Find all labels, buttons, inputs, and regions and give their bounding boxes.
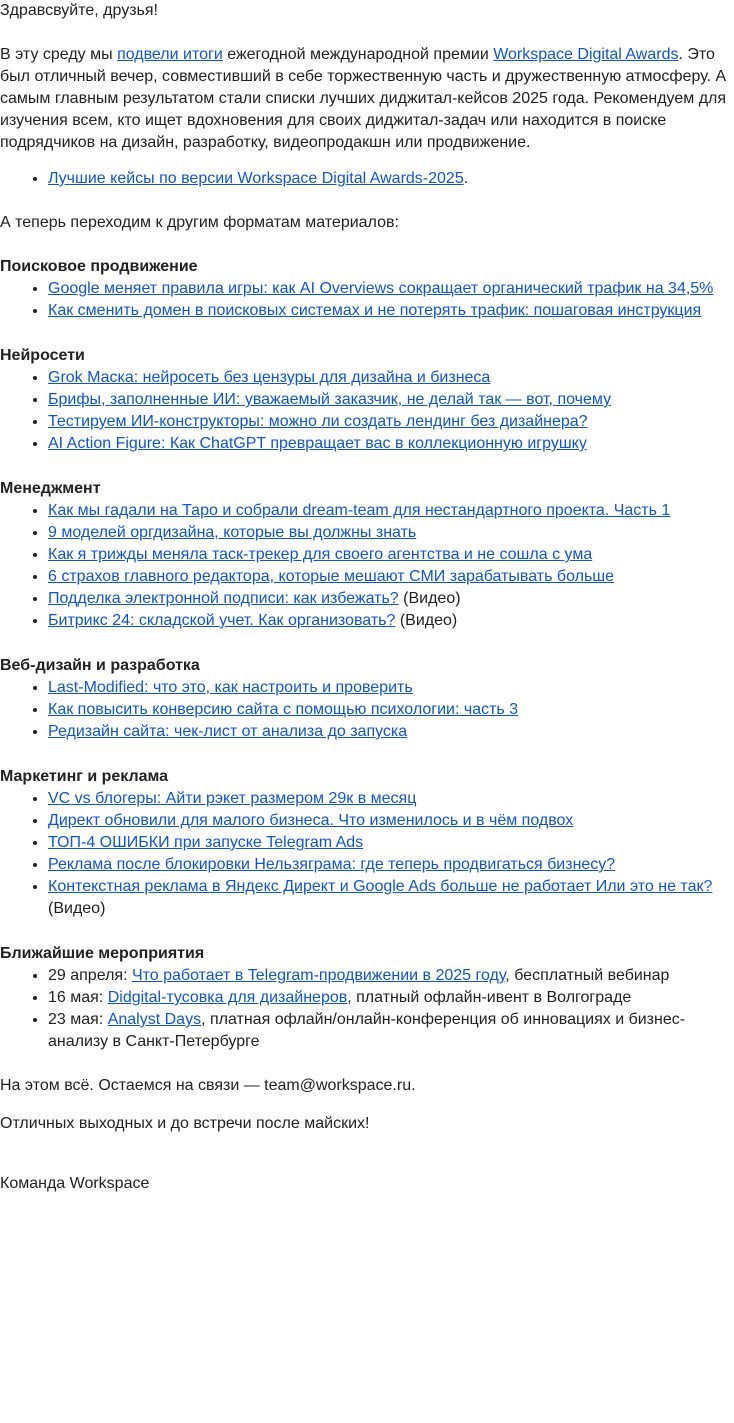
list-item	[48, 610, 734, 632]
article-section	[0, 655, 734, 743]
article-link[interactable]: Директ обновили для малого бизнеса. Что изменилось и в чём подвох	[48, 812, 574, 829]
event-description: , бесплатный вебинар	[505, 967, 670, 984]
section-title: Поисковое продвижение	[0, 258, 198, 275]
section-title: Веб-дизайн и разработка	[0, 657, 200, 674]
article-link[interactable]: Контекстная реклама в Яндекс Директ и Google Ads больше не работает Или это не так?	[48, 878, 713, 895]
article-link[interactable]: Редизайн сайта: чек-лист от анализа до запуска	[48, 723, 408, 740]
article-link[interactable]: Как мы гадали на Таро и собрали dream-team для нестандартного проекта. Часть 1	[48, 502, 671, 519]
best-cases-list	[0, 168, 734, 190]
article-link[interactable]: VC vs блогеры: Айти рэкет размером 29к в месяц	[48, 790, 417, 807]
list-item-suffix: (Видео)	[398, 590, 461, 607]
article-section	[0, 478, 734, 632]
event-link[interactable]: Analyst Days	[107, 1011, 202, 1028]
list-item	[48, 544, 734, 566]
article-list	[0, 367, 734, 455]
section-title: Нейросети	[0, 347, 85, 364]
event-item	[48, 965, 734, 987]
event-link[interactable]: Что работает в Telegram-продвижении в 2025 году	[131, 967, 506, 984]
section-title: Менеджмент	[0, 480, 101, 497]
article-link[interactable]: Как сменить домен в поисковых системах и не потерять трафик: пошаговая инструкция	[48, 302, 702, 319]
closing-text: На этом всё. Остаемся на связи — team@workspace.ru.	[0, 1077, 416, 1094]
event-description: , платная офлайн/онлайн-конференция об инновациях и бизнес-анализу в Санкт-Петербурге	[48, 1011, 686, 1050]
article-link[interactable]: Как я трижды меняла таск-трекер для своего агентства и не сошла с ума	[48, 546, 593, 563]
list-item	[48, 699, 734, 721]
article-list	[0, 278, 734, 322]
list-item	[48, 588, 734, 610]
article-link[interactable]: Битрикс 24: складской учет. Как организовать?	[48, 612, 396, 629]
article-sections	[0, 256, 734, 920]
lead-text: А теперь переходим к другим форматам материалов:	[0, 214, 399, 231]
events-list	[0, 965, 734, 1053]
intro-text-1: В эту среду мы	[0, 46, 118, 63]
intro-text-2: ежегодной международной премии	[222, 46, 494, 63]
intro-text-3: . Это был отличный вечер, совместивший в себе торжественную часть и дружественную атмосферу. А самым главным результатом стали списки лучших диджитал-кейсов 2025 года. Рекомендуем для изучения всем, кто ищет вдохновения для своих диджитал-задач или находится в поиске подрядчиков на дизайн, разработку, видеопродакшн или продвижение.	[0, 46, 727, 151]
section-title: Маркетинг и реклама	[0, 768, 169, 785]
list-item	[48, 566, 734, 588]
events-section	[0, 943, 734, 1053]
article-link[interactable]: Подделка электронной подписи: как избежать?	[48, 590, 399, 607]
event-date: 23 мая:	[48, 1011, 108, 1028]
list-item	[48, 300, 734, 322]
article-list	[0, 500, 734, 632]
list-item-suffix: (Видео)	[395, 612, 458, 629]
event-item	[48, 987, 734, 1009]
article-list	[0, 788, 734, 920]
list-item	[48, 876, 734, 920]
list-item	[48, 721, 734, 743]
closing-wish: Отличных выходных и до встречи после майских!	[0, 1115, 370, 1132]
article-section	[0, 256, 734, 322]
article-link[interactable]: Реклама после блокировки Нельзяграма: где теперь продвигаться бизнесу?	[48, 856, 616, 873]
best-cases-link[interactable]: Лучшие кейсы по версии Workspace Digital Awards-2025	[48, 170, 464, 187]
list-item-suffix: (Видео)	[48, 900, 106, 917]
article-link[interactable]: ТОП-4 ОШИБКИ при запуске Telegram Ads	[48, 834, 364, 851]
intro-paragraph	[0, 44, 734, 154]
event-item	[48, 1009, 734, 1053]
list-item	[48, 433, 734, 455]
list-item	[48, 677, 734, 699]
list-item	[48, 500, 734, 522]
article-link[interactable]: 9 моделей оргдизайна, которые вы должны знать	[48, 524, 417, 541]
article-link[interactable]: Тестируем ИИ-конструкторы: можно ли создать лендинг без дизайнера?	[48, 413, 588, 430]
list-item	[48, 278, 734, 300]
list-item	[48, 411, 734, 433]
article-section	[0, 766, 734, 920]
event-date: 29 апреля:	[48, 967, 132, 984]
article-link[interactable]: Брифы, заполненные ИИ: уважаемый заказчик, не делай так — вот, почему	[48, 391, 612, 408]
list-item	[48, 367, 734, 389]
article-link[interactable]: Как повысить конверсию сайта с помощью психологии: часть 3	[48, 701, 519, 718]
article-link[interactable]: 6 страхов главного редактора, которые мешают СМИ зарабатывать больше	[48, 568, 615, 585]
list-item	[48, 854, 734, 876]
list-item	[48, 810, 734, 832]
list-item	[48, 788, 734, 810]
event-link[interactable]: Didgital-тусовка для дизайнеров	[107, 989, 348, 1006]
event-description: , платный офлайн-ивент в Волгограде	[347, 989, 632, 1006]
section-title: Ближайшие мероприятия	[0, 945, 205, 962]
greeting: Здравсвуйте, друзья!	[0, 2, 158, 19]
list-item	[48, 522, 734, 544]
event-date: 16 мая:	[48, 989, 108, 1006]
article-link[interactable]: Grok Маска: нейросеть без цензуры для дизайна и бизнеса	[48, 369, 491, 386]
results-link[interactable]: подвели итоги	[117, 46, 223, 63]
article-link[interactable]: AI Action Figure: Как ChatGPT превращает вас в коллекционную игрушку	[48, 435, 587, 452]
article-link[interactable]: Google меняет правила игры: как AI Overviews сокращает органический трафик на 34,5%	[48, 280, 714, 297]
article-list	[0, 677, 734, 743]
list-item	[48, 832, 734, 854]
list-item	[48, 389, 734, 411]
article-section	[0, 345, 734, 455]
article-link[interactable]: Last-Modified: что это, как настроить и проверить	[48, 679, 413, 696]
awards-link[interactable]: Workspace Digital Awards	[493, 46, 679, 63]
signature: Команда Workspace	[0, 1175, 150, 1192]
list-item-suffix: .	[463, 170, 469, 187]
list-item	[48, 168, 734, 190]
